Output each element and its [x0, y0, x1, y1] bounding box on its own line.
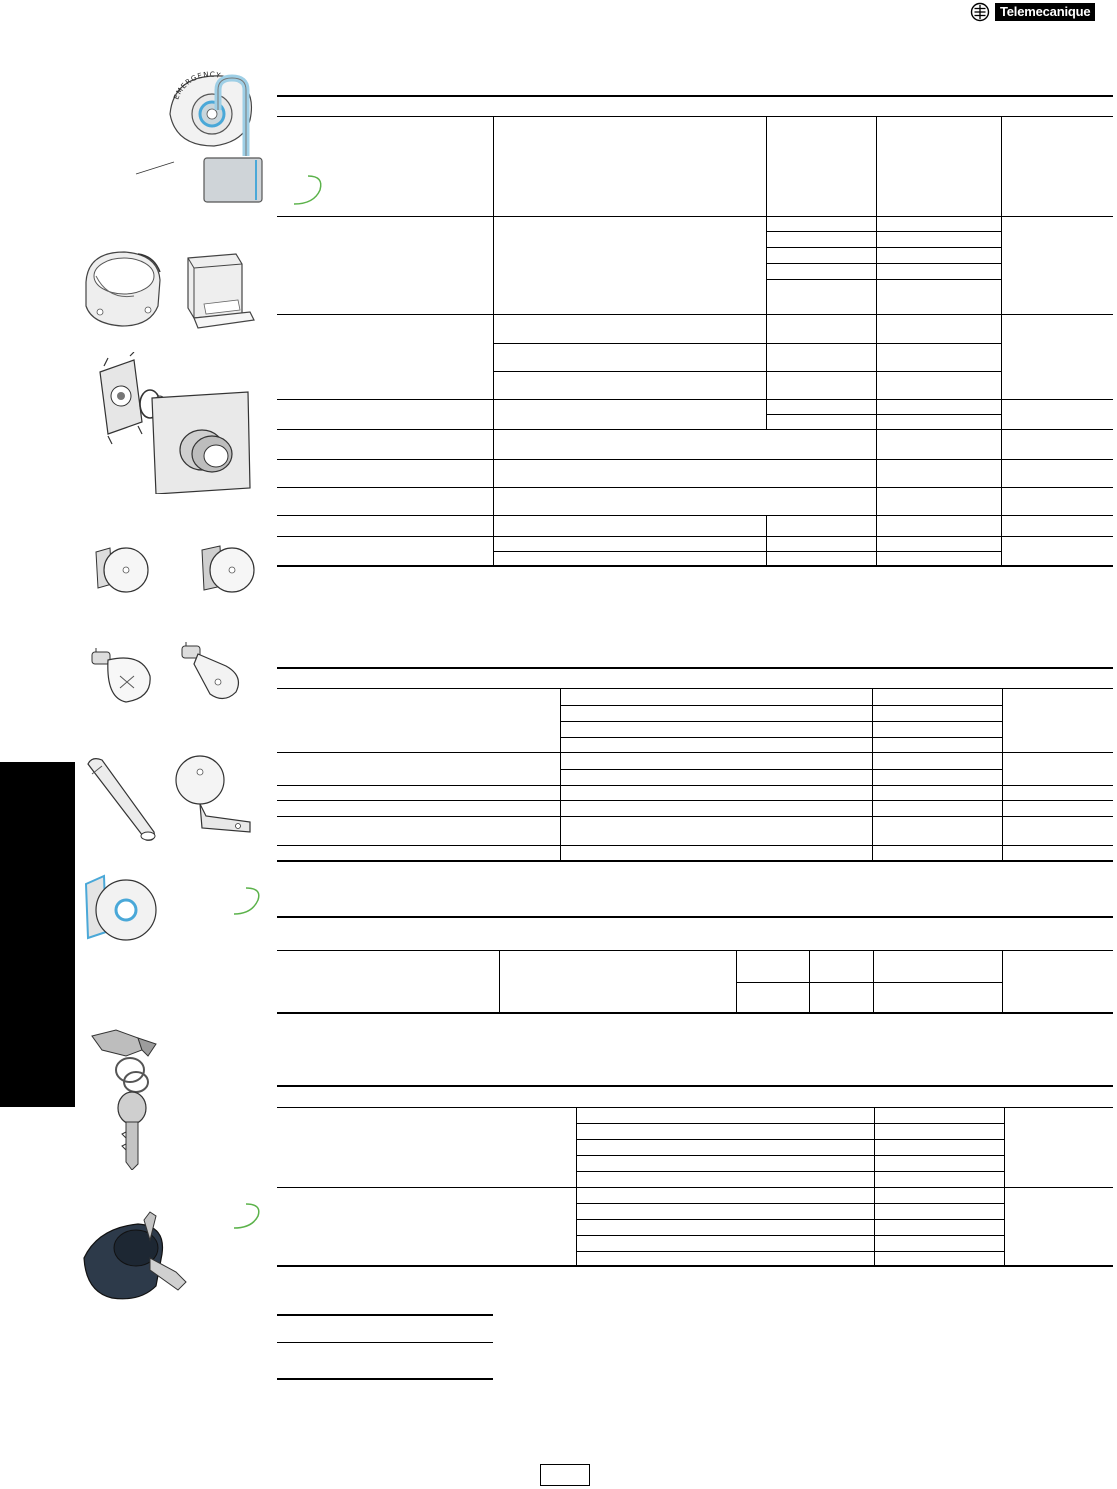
footnote-rule-block: [277, 1314, 493, 1380]
hinged-cover-illustration: [180, 250, 260, 332]
telemecanique-logo-icon: [970, 2, 990, 22]
accessory-table-3: [277, 916, 1113, 1014]
brand-name: Telemecanique: [995, 3, 1095, 21]
accessory-table-2: [277, 667, 1113, 862]
footnote-divider: [277, 1342, 493, 1343]
incandescent-bulb-illustration: [86, 646, 158, 706]
key-switch-illustration: [80, 1210, 192, 1302]
brand-logo: [970, 2, 1114, 22]
accessory-table-1: [277, 95, 1113, 567]
blanking-plate-illustration: [172, 752, 262, 838]
panel-mount-assembly-illustration: [90, 352, 260, 494]
green-tick-icon: [228, 1200, 264, 1232]
page-number-box: [540, 1464, 590, 1486]
led-bulb-illustration: [178, 642, 250, 704]
key-set-illustration: [86, 1026, 164, 1170]
green-tick-icon: [228, 884, 264, 918]
round-shroud-illustration: [78, 246, 170, 330]
emergency-ring-label: EMERGENCY: [172, 70, 223, 101]
removal-tool-illustration: [82, 752, 168, 844]
accessory-table-4: [277, 1085, 1113, 1267]
section-side-tab: [0, 762, 75, 1107]
flush-push-button-head-illustration: [90, 542, 152, 596]
mushroom-head-illustration: [82, 870, 158, 948]
emergency-stop-padlock-illustration: [130, 70, 270, 210]
projecting-push-button-head-illustration: [196, 542, 258, 596]
